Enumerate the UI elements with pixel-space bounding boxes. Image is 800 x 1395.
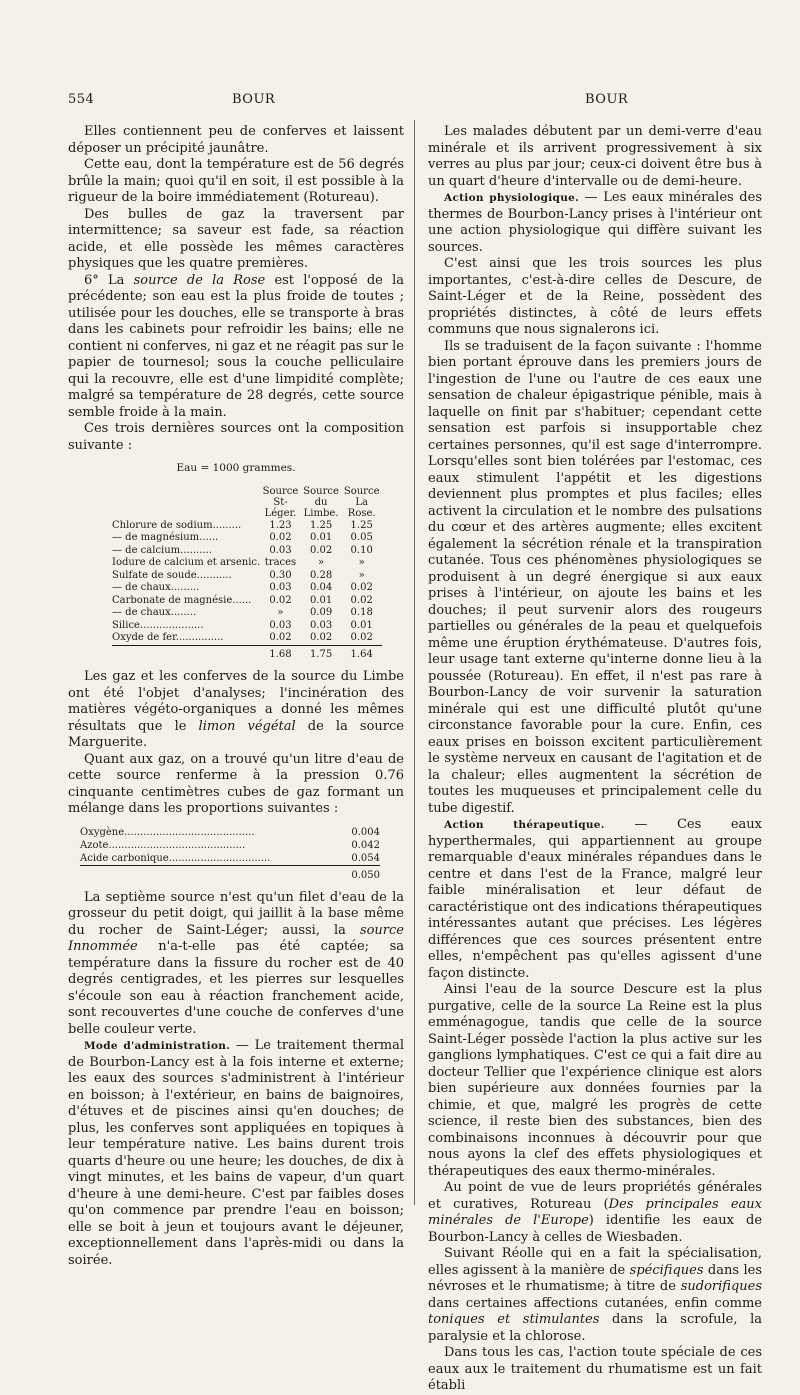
section-heading: Mode d'administration. xyxy=(84,1040,231,1052)
gas-value: 0.004 xyxy=(351,826,380,838)
right-column-title: BOUR xyxy=(585,92,629,107)
paragraph-action-therapeutique: Action thérapeutique. — Ces eaux hyperthermales, qui appartiennent au groupe remarquable d'eaux minérales répandues dans le centre et dans l'est de la France, malgré leur faible minéralisation et leur défaut de caractéristique ont des indications thérapeutiques intéressantes autant que précises. Les légères différences que ces sources présentent entre elles, n'empêchent pas qu'elles agissent d'une façon distincte. xyxy=(428,817,763,981)
cell-value: 0.30 xyxy=(269,569,292,581)
paragraph: Ces trois dernières sources ont la composition suivante : xyxy=(68,421,404,453)
column-header: Source St-Léger. xyxy=(262,485,299,519)
cell-value: 0.05 xyxy=(350,532,373,543)
cell-value: 0.04 xyxy=(309,582,333,593)
running-head xyxy=(0,92,800,112)
page-number: 554 xyxy=(68,92,95,107)
cell-value: 0.01 xyxy=(350,619,373,631)
cell-value: 0.02 xyxy=(269,532,292,543)
table-row xyxy=(112,595,382,608)
paragraph: Dans tous les cas, l'action toute spéciale de ces eaux aux le traitement du rhumatisme est un fait établi xyxy=(428,1345,762,1393)
paragraph: Ainsi l'eau de la source Descure est la plus purgative, celle de la source La Reine est la plus emménagogue, tandis que celle de la source Saint-Léger possède l'action la plus active sur les ganglions lymphatiques. C'est ce qui a fait dire au docteur Tellier que l'expérience clinique est alors bien supérieure aux données fournies par la chimie, et que, malgré les progrès de cette science, il reste bien des substances, bien des combinaisons inconnues à découvrir pour que nous ayons la clef des effets physiologiques et thérapeutiques des eaux thermo-minérales. xyxy=(428,982,762,1179)
gas-row xyxy=(80,839,380,852)
gas-label: Acide carbonique................................ xyxy=(80,852,271,864)
table-row xyxy=(112,607,382,620)
cell-value: 0.02 xyxy=(350,594,373,606)
gas-label: Oxygène......................................... xyxy=(80,826,255,838)
row-label: Iodure de calcium et arsenic. xyxy=(112,557,261,568)
cell-value: 0.03 xyxy=(269,544,292,556)
table-row xyxy=(112,570,382,583)
table-row xyxy=(112,545,382,558)
paragraph: Au point de vue de leurs propriétés générales et curatives, Rotureau (Des principales eaux minérales de l'Europe) identifie les eaux de Bourbon-Lancy à celles de Wiesbaden. xyxy=(428,1180,763,1245)
paragraph: Les gaz et les conferves de la source du Limbe ont été l'objet d'analyses; l'incinération des matières végéto-organiques a donné les mêmes résultats que le limon végétal de la source Marguerite. xyxy=(68,669,404,750)
gas-label: Azote........................................... xyxy=(80,839,246,851)
table-row xyxy=(112,532,382,545)
paragraph-source-rose: 6° La source de la Rose est l'opposé de la précédente; son eau est la plus froide de toutes ; utilisée pour les douches, elle se transporte à bras dans les cabinets pour refroidir les bains; elle ne contient ni conferves, ni gaz et ne réagit pas sur le papier de tournesol; sous la couche pelliculaire qui la recouvre, elle est d'une limpidité complète; malgré sa température de 28 degrés, cette source semble froide à la main. xyxy=(68,272,405,420)
row-label: Carbonate de magnésie...... xyxy=(112,594,252,606)
cell-value: 0.02 xyxy=(309,544,333,556)
gas-row xyxy=(80,826,380,839)
gas-row xyxy=(80,852,380,866)
paragraph-source-innommee: La septième source n'est qu'un filet d'eau de la grosseur du petit doigt, qui jaillit à la base même du rocher de Saint-Léger; aussi, la source Innommée n'a-t-elle pas été captée; sa température dans la fissure du rocher est de 40 degrés centigrades, et les pierres sur lesquelles s'écoule son eau à réaction franchement acide, sont recouvertes d'une couche de conferves d'une belle couleur verte. xyxy=(68,889,404,1037)
gas-value: 0.054 xyxy=(351,852,380,864)
cell-value: » xyxy=(318,557,325,568)
row-label: — de chaux......... xyxy=(112,582,200,593)
cell-value: 0.03 xyxy=(269,619,292,631)
cell-value: 0.02 xyxy=(350,582,373,593)
paragraph: Cette eau, dont la température est de 56 degrés brûle la main; quoi qu'il en soit, il est possible à la rigueur de la boire immédiatement (Rotureau). xyxy=(68,157,404,205)
table-row xyxy=(112,620,382,633)
cell-value: 0.02 xyxy=(269,594,292,606)
row-label: Oxyde de fer............... xyxy=(112,632,224,643)
paragraph: Quant aux gaz, on a trouvé qu'un litre d'eau de cette source renferme à la pression 0.76 cinquante centimètres cubes de gaz formant un mélange dans les proportions suivantes : xyxy=(68,751,404,816)
table-header-row xyxy=(112,485,382,520)
cell-value: traces xyxy=(264,557,297,568)
cell-value: 0.02 xyxy=(309,632,333,643)
table-total-row xyxy=(112,645,382,661)
column-divider xyxy=(414,120,415,1205)
paragraph-mode-administration: Mode d'administration. — Le traitement thermal de Bourbon-Lancy est à la fois interne et externe; les eaux des sources s'administrent à l'intérieur en boisson; à l'extérieur, en bains de baignoires, d'étuves et de piscines ainsi qu'en douches; de plus, les conferves sont appliquées en topiques à leur température native. Les bains durent trois quarts d'heure ou une heure; les douches, de dix à vingt minutes, et les bains de vapeur, d'un quart d'heure à une demi-heure. C'est par faibles doses qu'on commence par prendre l'eau en boisson; elle se boit à jeun et toujours avant le déjeuner, exceptionnellement dans l'après-midi ou dans la soirée. xyxy=(68,1038,404,1268)
cell-value: 0.28 xyxy=(309,569,333,581)
cell-value: 0.01 xyxy=(309,532,333,543)
cell-value: » xyxy=(358,569,365,581)
gas-value: 0.042 xyxy=(351,839,380,851)
cell-value: 0.03 xyxy=(269,582,292,593)
paragraph: Des bulles de gaz la traversent par intermittence; sa saveur est fade, sa réaction acide, et elle possède les mêmes caractères physiques que les quatre premières. xyxy=(68,206,404,271)
row-label: — de chaux........ xyxy=(112,607,197,618)
composition-table xyxy=(112,485,382,662)
total-value: 1.75 xyxy=(301,645,342,661)
cell-value: 1.23 xyxy=(269,519,292,531)
paragraph-action-physiologique: Action physiologique. — Les eaux minérales des thermes de Bourbon-Lancy prises à l'intérieur ont une action physiologique qui diffère suivant les sources. xyxy=(428,190,762,255)
paragraph: Elles contiennent peu de conferves et laissent déposer un précipité jaunâtre. xyxy=(68,124,404,156)
table-caption: Eau = 1000 grammes. xyxy=(176,462,296,474)
total-value: 1.68 xyxy=(260,645,301,661)
cell-value: » xyxy=(277,607,284,618)
cell-value: 0.02 xyxy=(350,632,373,643)
paragraph: Les malades débutent par un demi-verre d'eau minérale et ils arrivent progressivement à six verres au plus par jour; ceux-ci doivent être bus à un quart d'heure d'intervalle ou de demi-heure. xyxy=(428,124,762,189)
cell-value: 0.10 xyxy=(350,544,373,556)
cell-value: 0.03 xyxy=(309,619,333,631)
table-row xyxy=(112,632,382,645)
left-column-title: BOUR xyxy=(232,92,276,107)
left-column xyxy=(68,124,404,1269)
row-label: — de magnésium...... xyxy=(112,532,219,543)
paragraph: Suivant Réolle qui en a fait la spécialisation, elles agissent à la manière de spécifiques dans les névroses et le rhumatisme; à titre de sudorifiques dans certaines affections cutanées, enfin comme toniques et stimulantes dans la scrofule, la paralysie et la chlorose. xyxy=(428,1246,762,1344)
gas-total-row xyxy=(80,865,380,882)
section-heading: Action physiologique. xyxy=(444,192,580,204)
cell-value: 1.25 xyxy=(309,519,333,531)
cell-value: 0.02 xyxy=(269,632,292,643)
cell-value: 1.25 xyxy=(350,519,373,531)
cell-value: 0.01 xyxy=(309,594,333,606)
table-row xyxy=(112,557,382,570)
table-row xyxy=(112,582,382,595)
gas-total-value: 0.050 xyxy=(340,865,380,882)
cell-value: 0.18 xyxy=(350,607,373,618)
row-label: Sulfate de soude........... xyxy=(112,569,232,581)
row-label: Chlorure de sodium......... xyxy=(112,519,242,531)
gas-table xyxy=(80,826,380,882)
right-column xyxy=(428,124,762,1395)
column-header: Source du Limbe. xyxy=(303,485,339,519)
section-heading: Action thérapeutique. xyxy=(444,819,605,831)
row-label: — de calcium.......... xyxy=(112,544,212,556)
paragraph: C'est ainsi que les trois sources les plus importantes, c'est-à-dire celles de Descure, de Saint-Léger et de la Reine, possèdent des propriétés distinctes, à côté de leurs effets communs que nous signalerons ici. xyxy=(428,256,762,337)
total-value: 1.64 xyxy=(341,645,382,661)
cell-value: 0.09 xyxy=(309,607,333,618)
cell-value: » xyxy=(358,557,365,568)
row-label: Silice.................... xyxy=(112,619,204,631)
column-header: Source La Rose. xyxy=(343,485,380,519)
paragraph: Ils se traduisent de la façon suivante : l'homme bien portant éprouve dans les premiers jours de l'ingestion de l'une ou l'autre de ces eaux une sensation de chaleur épigastrique pénible, mais à laquelle on finit par s'habituer; cependant cette sensation est parfois si insupportable chez certaines personnes, qu'il est sage d'interrompre. Lorsqu'elles sont bien tolérées par l'estomac, ces eaux stimulent l'appétit et les digestions deviennent plus promptes et plus faciles; elles activent la circulation et le nombre des pulsations du cœur et des artères augmente; elles excitent également la sécrétion rénale et la transpiration cutanée. Tous ces phénomènes physiologiques se produisent à un degré énergique si aux eaux prises à l'intérieur, on ajoute les bains et les douches; il peut survenir alors des rougeurs partielles ou générales de la peau et quelquefois même une éruption érythémateuse. D'autres fois, leur usage tant externe qu'interne donne lieu à la poussée (Rotureau). En effet, il n'est pas rare à Bourbon-Lancy de voir survenir la saturation minérale qui est une difficulté plutôt qu'une circonstance favorable pour la cure. Enfin, ces eaux prises en boisson excitent particulièrement le système nerveux en causant de l'agitation et de la chaleur; elles augmentent la sécrétion de toutes les muqueuses et principalement celle du tube digestif. xyxy=(428,338,762,816)
table-row xyxy=(112,520,382,533)
